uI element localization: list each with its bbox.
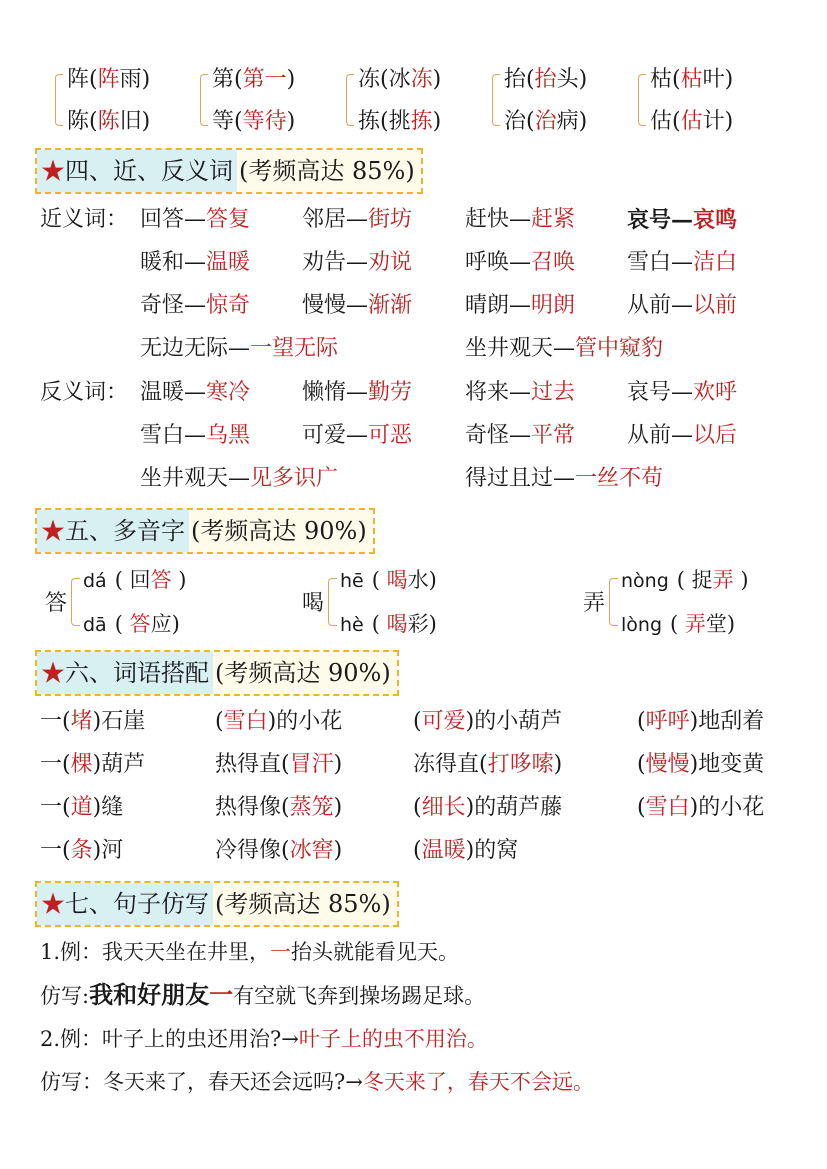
- polyphone-char: 喝: [302, 591, 325, 616]
- brace: [638, 74, 646, 126]
- word-pair: 雪白—洁白: [627, 250, 738, 275]
- word-pair: 坐井观天—管中窥豹: [465, 336, 664, 361]
- collocation: 一(道)缝: [40, 795, 124, 820]
- polyphone-reading: dá ( 回答 ): [83, 568, 187, 592]
- star-icon: ★: [41, 517, 65, 545]
- antonyms-label: 反义词：: [40, 380, 129, 405]
- collocation: (呼呼)地刮着: [637, 709, 765, 734]
- word-pair: 回答—答复: [140, 207, 251, 232]
- pair-word: 拣(挑拣): [358, 109, 442, 134]
- brace: [609, 578, 618, 626]
- brace: [492, 74, 500, 126]
- collocation: (细长)的葫芦藤: [413, 795, 563, 820]
- polyphone-reading: hè ( 喝彩): [340, 612, 437, 636]
- polyphone-reading: nòng ( 捉弄 ): [621, 568, 749, 592]
- word-pair: 晴朗—明朗: [465, 293, 576, 318]
- word-pair: 奇怪—平常: [465, 423, 576, 448]
- word-pair: 坐井观天—见多识广: [140, 466, 339, 491]
- polyphone-reading: hē ( 喝水): [340, 568, 437, 592]
- brace: [328, 578, 337, 626]
- collocation: (温暖)的窝: [413, 838, 519, 863]
- polyphone-reading: lòng ( 弄堂): [621, 612, 736, 636]
- word-pair: 从前—以前: [627, 293, 738, 318]
- word-pair: 从前—以后: [627, 423, 738, 448]
- collocation: 冷得像(冰窖): [215, 838, 343, 863]
- section-heading-polyphones: ★五、多音字 (考频高达 90%): [35, 508, 375, 554]
- collocation: (可爱)的小葫芦: [413, 709, 563, 734]
- word-pair: 可爱—可恶: [302, 423, 413, 448]
- star-icon: ★: [41, 157, 65, 185]
- star-icon: ★: [41, 659, 65, 687]
- brace: [55, 74, 63, 126]
- synonyms-label: 近义词：: [40, 207, 129, 232]
- word-pair: 无边无际—一望无际: [140, 336, 339, 361]
- imitation-sentence-1: 仿写:我和好朋友一有空就飞奔到操场踢足球。: [40, 981, 486, 1009]
- word-pair: 慢慢—渐渐: [302, 293, 413, 318]
- collocation: 冻得直(打哆嗦): [413, 752, 563, 777]
- word-pair: 奇怪—惊奇: [140, 293, 251, 318]
- polyphone-char: 答: [45, 591, 68, 616]
- collocation: (雪白)的小花: [215, 709, 343, 734]
- word-pair: 温暖—寒冷: [140, 380, 251, 405]
- imitation-sentence-2: 仿写：冬天来了，春天还会远吗?→冬天来了，春天不会远。: [40, 1070, 594, 1094]
- brace: [71, 578, 80, 626]
- word-pair: 呼唤—召唤: [465, 250, 576, 275]
- section-heading-sentences: ★七、句子仿写 (考频高达 85%): [35, 881, 399, 927]
- star-icon: ★: [41, 890, 65, 918]
- polyphone-reading: dā ( 答应): [83, 612, 180, 636]
- word-pair: 雪白—乌黑: [140, 423, 251, 448]
- collocation: (雪白)的小花: [637, 795, 765, 820]
- word-pair: 哀号—欢呼: [627, 380, 738, 405]
- pair-word: 阵(阵雨): [67, 67, 151, 92]
- pair-word: 治(治病): [504, 109, 588, 134]
- collocation: 一(堵)石崖: [40, 709, 146, 734]
- section-heading-collocations: ★六、词语搭配 (考频高达 90%): [35, 650, 399, 696]
- collocation: 热得直(冒汗): [215, 752, 343, 777]
- pair-word: 陈(陈旧): [67, 109, 151, 134]
- word-pair: 懒惰—勤劳: [302, 380, 413, 405]
- word-pair: 暖和—温暖: [140, 250, 251, 275]
- pair-word: 枯(枯叶): [650, 67, 734, 92]
- word-pair: 将来—过去: [465, 380, 576, 405]
- word-pair: 赶快—赶紧: [465, 207, 576, 232]
- word-pair: 哀号—哀鸣: [627, 207, 738, 233]
- collocation: 一(棵)葫芦: [40, 752, 146, 777]
- polyphone-char: 弄: [583, 591, 606, 616]
- word-pair: 劝告—劝说: [302, 250, 413, 275]
- pair-word: 等(等待): [212, 109, 296, 134]
- word-pair: 邻居—街坊: [302, 207, 413, 232]
- collocation: 热得像(蒸笼): [215, 795, 343, 820]
- pair-word: 第(第一): [212, 67, 296, 92]
- collocation: (慢慢)地变黄: [637, 752, 765, 777]
- brace: [346, 74, 354, 126]
- pair-word: 估(估计): [650, 109, 734, 134]
- section-heading-synonyms: ★四、近、反义词 (考频高达 85%): [35, 148, 423, 194]
- example-sentence-1: 1.例：我天天坐在井里，一抬头就能看见天。: [40, 940, 460, 964]
- pair-word: 冻(冰冻): [358, 67, 442, 92]
- word-pair: 得过且过—一丝不苟: [465, 466, 664, 491]
- pair-word: 抬(抬头): [504, 67, 588, 92]
- example-sentence-2: 2.例：叶子上的虫还用治?→叶子上的虫不用治。: [40, 1027, 488, 1051]
- collocation: 一(条)河: [40, 838, 124, 863]
- brace: [200, 74, 208, 126]
